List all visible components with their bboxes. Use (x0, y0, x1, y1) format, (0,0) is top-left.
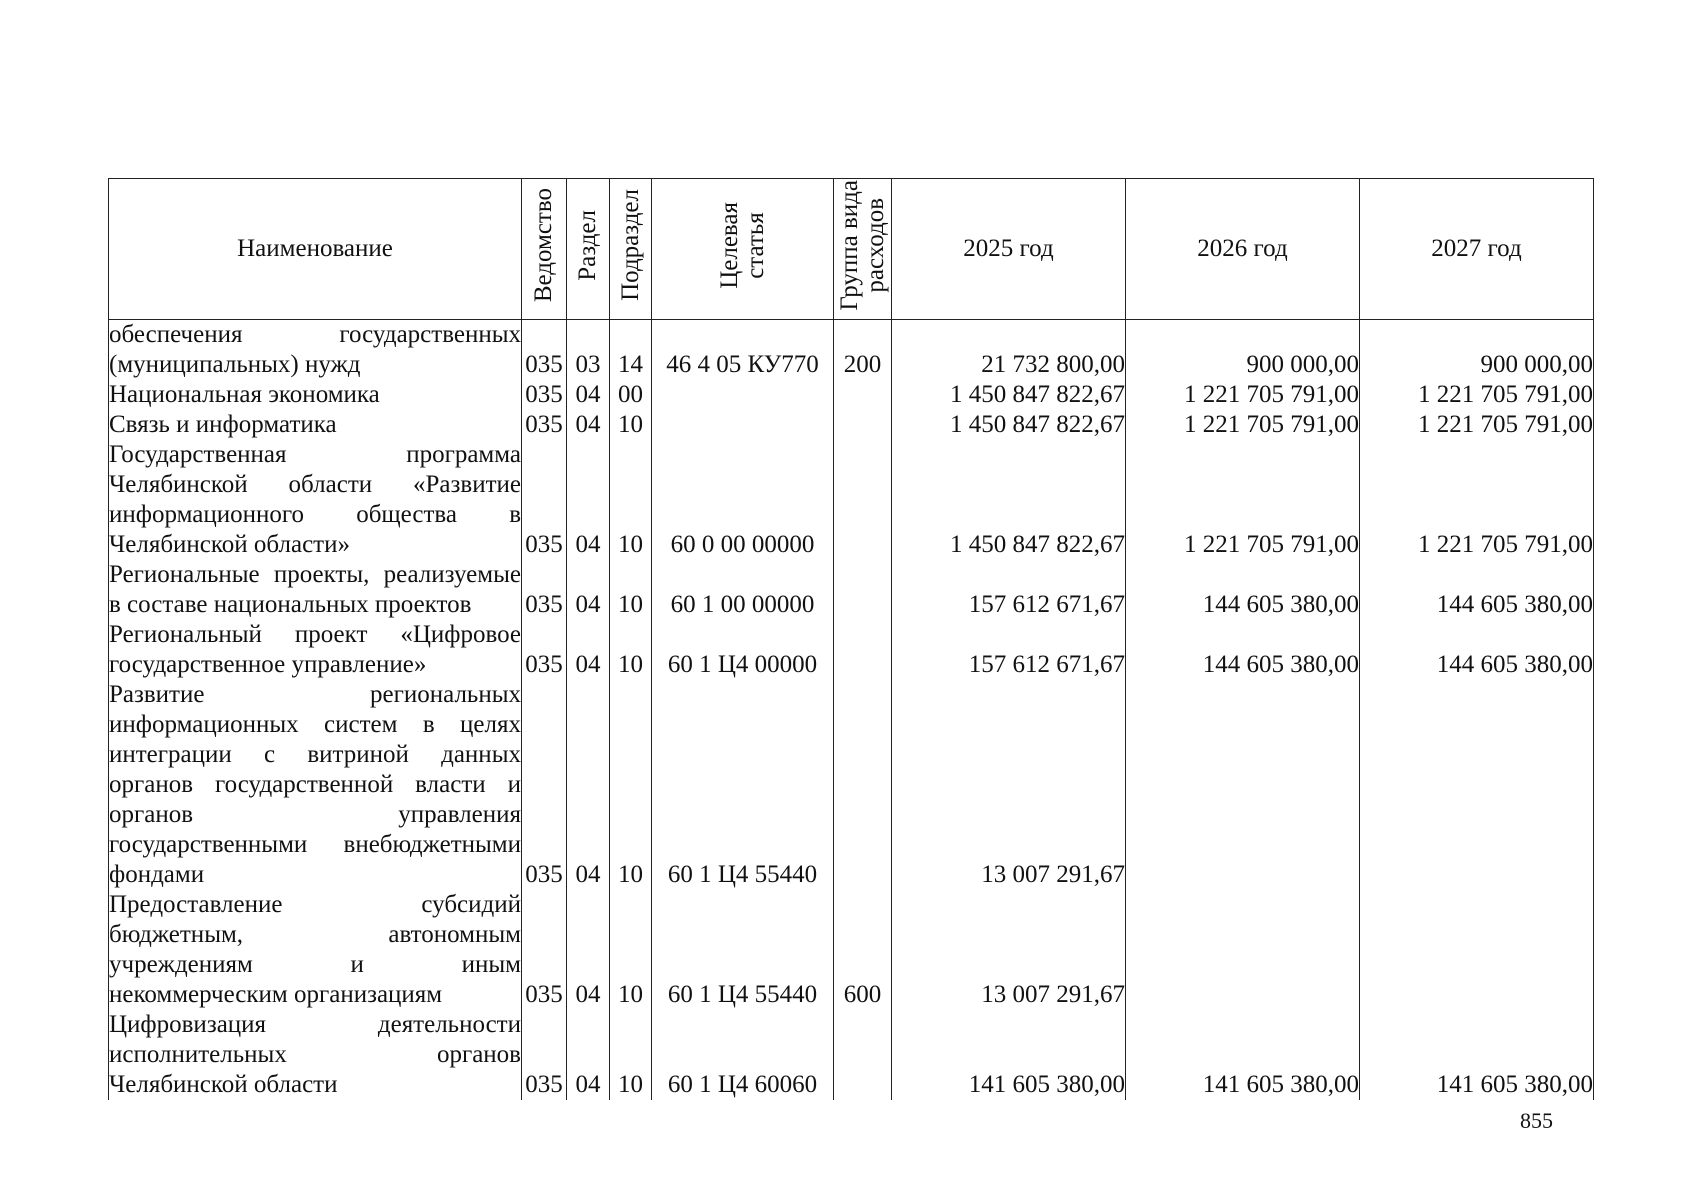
row-section: 04 (567, 410, 610, 440)
row-y2026: 144 605 380,00 (1126, 620, 1360, 680)
row-section: 04 (567, 620, 610, 680)
row-name: обеспечения государственных (муниципальных) нужд (109, 321, 521, 378)
row-group (834, 680, 892, 890)
row-target (652, 410, 834, 440)
header-year-2026: 2026 год (1126, 179, 1360, 320)
header-section: Раздел (567, 179, 610, 320)
table-row (109, 410, 1594, 440)
row-name: Региональные проекты, реализуемые в составе национальных проектов (109, 561, 521, 618)
header-year-2027: 2027 год (1360, 179, 1594, 320)
row-y2027 (1360, 680, 1594, 890)
row-dept: 035 (522, 410, 567, 440)
header-row (109, 179, 1594, 320)
row-y2025: 13 007 291,67 (892, 890, 1126, 1010)
row-name: Государственная программа Челябинской области «Развитие информационного общества в Челябинской области» (109, 441, 521, 558)
row-y2027: 1 221 705 791,00 (1360, 380, 1594, 410)
row-dept: 035 (522, 380, 567, 410)
table-row (109, 680, 1594, 890)
row-dept: 035 (522, 890, 567, 1010)
row-y2027: 1 221 705 791,00 (1360, 410, 1594, 440)
row-subsection: 00 (610, 380, 652, 410)
row-subsection: 10 (610, 620, 652, 680)
row-name: Региональный проект «Цифровое государственное управление» (109, 621, 521, 678)
row-subsection: 14 (610, 320, 652, 381)
row-y2027: 1 221 705 791,00 (1360, 440, 1594, 560)
row-y2026: 1 221 705 791,00 (1126, 440, 1360, 560)
table-row (109, 1010, 1594, 1100)
row-y2027: 144 605 380,00 (1360, 620, 1594, 680)
row-y2026: 900 000,00 (1126, 320, 1360, 381)
row-target: 60 0 00 00000 (652, 440, 834, 560)
row-dept: 035 (522, 620, 567, 680)
header-year-2025: 2025 год (892, 179, 1126, 320)
row-subsection: 10 (610, 560, 652, 620)
row-target: 60 1 Ц4 55440 (652, 890, 834, 1010)
row-target: 60 1 Ц4 60060 (652, 1010, 834, 1100)
table-row (109, 320, 1594, 381)
row-dept: 035 (522, 440, 567, 560)
row-section: 04 (567, 380, 610, 410)
header-group: Группа вида расходов (834, 179, 892, 320)
row-group (834, 1010, 892, 1100)
row-group (834, 380, 892, 410)
row-y2025: 13 007 291,67 (892, 680, 1126, 890)
row-y2026: 141 605 380,00 (1126, 1010, 1360, 1100)
row-dept: 035 (522, 680, 567, 890)
row-y2025: 1 450 847 822,67 (892, 440, 1126, 560)
row-group (834, 620, 892, 680)
row-dept: 035 (522, 320, 567, 381)
table-row (109, 440, 1594, 560)
row-section: 04 (567, 680, 610, 890)
row-section: 04 (567, 890, 610, 1010)
row-group (834, 560, 892, 620)
table-row (109, 620, 1594, 680)
row-group (834, 410, 892, 440)
table-row (109, 380, 1594, 410)
row-target: 60 1 Ц4 55440 (652, 680, 834, 890)
row-y2027: 141 605 380,00 (1360, 1010, 1594, 1100)
row-name: Связь и информатика (109, 410, 522, 440)
row-name: Предоставление субсидий бюджетным, автономным учреждениям и иным некоммерческим организациям (109, 891, 521, 1008)
row-y2027 (1360, 890, 1594, 1010)
row-group (834, 440, 892, 560)
page-number: 855 (1520, 1108, 1553, 1133)
row-dept: 035 (522, 560, 567, 620)
row-y2025: 1 450 847 822,67 (892, 410, 1126, 440)
table-row (109, 890, 1594, 1010)
row-y2026: 1 221 705 791,00 (1126, 410, 1360, 440)
row-target (652, 380, 834, 410)
row-y2025: 1 450 847 822,67 (892, 380, 1126, 410)
row-subsection: 10 (610, 440, 652, 560)
header-name: Наименование (109, 179, 522, 320)
budget-table (108, 178, 1594, 1100)
row-section: 04 (567, 1010, 610, 1100)
row-dept: 035 (522, 1010, 567, 1100)
row-y2027: 144 605 380,00 (1360, 560, 1594, 620)
row-subsection: 10 (610, 680, 652, 890)
row-group: 600 (834, 890, 892, 1010)
row-name: Цифровизация деятельности исполнительных органов Челябинской области (109, 1011, 521, 1098)
row-section: 03 (567, 320, 610, 381)
row-y2025: 157 612 671,67 (892, 620, 1126, 680)
row-y2026 (1126, 680, 1360, 890)
header-target: Целевая статья (652, 179, 834, 320)
row-target: 60 1 00 00000 (652, 560, 834, 620)
row-y2026: 144 605 380,00 (1126, 560, 1360, 620)
row-section: 04 (567, 560, 610, 620)
row-y2027: 900 000,00 (1360, 320, 1594, 381)
row-section: 04 (567, 440, 610, 560)
row-group: 200 (834, 320, 892, 381)
table-row (109, 560, 1594, 620)
header-subsection: Подраздел (610, 179, 652, 320)
row-target: 46 4 05 КУ770 (652, 320, 834, 381)
row-target: 60 1 Ц4 00000 (652, 620, 834, 680)
row-subsection: 10 (610, 1010, 652, 1100)
header-dept: Ведомство (522, 179, 567, 320)
row-y2025: 141 605 380,00 (892, 1010, 1126, 1100)
row-y2026 (1126, 890, 1360, 1010)
row-name: Развитие региональных информационных систем в целях интеграции с витриной данных органов государственной власти и органов управления государственными внебюджетными фондами (109, 681, 521, 888)
row-y2025: 157 612 671,67 (892, 560, 1126, 620)
row-y2026: 1 221 705 791,00 (1126, 380, 1360, 410)
row-name: Национальная экономика (109, 380, 522, 410)
row-y2025: 21 732 800,00 (892, 320, 1126, 381)
row-subsection: 10 (610, 890, 652, 1010)
row-subsection: 10 (610, 410, 652, 440)
